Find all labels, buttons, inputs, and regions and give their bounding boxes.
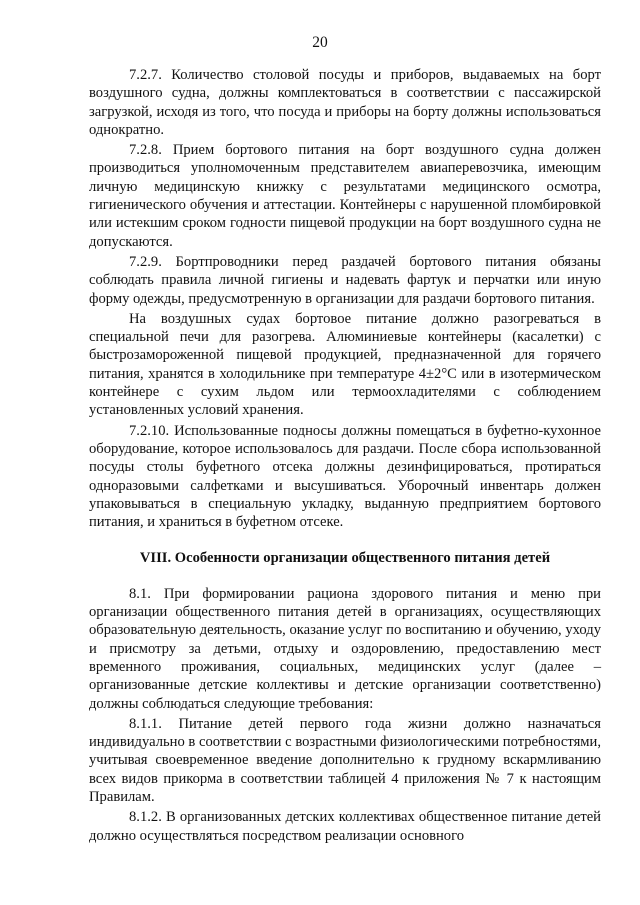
paragraph-8-1-1: 8.1.1. Питание детей первого года жизни должно назначаться индивидуально в соответствии с возрастными физиологическими потребностями, учитывая своевременное введение дополнительно к грудному вскармливанию всех видов прикорма в соответствии таблицей 4 приложения № 7 к настоящим Правилам.: [89, 715, 601, 805]
paragraph-7-2-8: 7.2.8. Прием бортового питания на борт воздушного судна должен производиться уполномоченным представителем авиаперевозчика, имеющим личную медицинскую книжку с результатами медицинского осмотра, гигиенического обучения и аттестации. Контейнеры с нарушенной пломбировкой или истекшим сроком годности пищевой продукции на борт воздушного судна не допускаются.: [89, 142, 601, 250]
page-number: 20: [312, 34, 328, 51]
paragraph-8-1: 8.1. При формировании рациона здорового питания и меню при организации общественного питания детей в организациях, осуществляющих образовательную деятельность, оказание услуг по воспитанию и обучению, уходу и присмотру за детьми, отдыху и оздоровлению, предоставлению мест временного проживания, социальных, медицинских услуг (далее – организованные детские коллективы и детские организации соответственно) должны соблюдаться следующие требования:: [89, 585, 601, 712]
paragraph-7-2-9: 7.2.9. Бортпроводники перед раздачей бортового питания обязаны соблюдать правила личной гигиены и надевать фартук и перчатки или иную форму одежды, предусмотренную в организации для раздачи бортового питания.: [89, 253, 601, 307]
paragraph-7-2-7: 7.2.7. Количество столовой посуды и приборов, выдаваемых на борт воздушного судна, должны комплектоваться в соответствии с пассажирской загрузкой, исходя из того, что посуда и приборы на борту должны использоваться однократно.: [89, 67, 601, 138]
section-heading: VIII. Особенности организации общественного питания детей: [139, 550, 551, 567]
document-body: [89, 66, 601, 847]
paragraph-7-2-10: 7.2.10. Использованные подносы должны помещаться в буфетно-кухонное оборудование, которое использовалось для раздачи. После сбора использованной посуды столы буфетного отсека должны дезинфицироваться, протираться одноразовыми салфетками и высушиваться. Уборочный инвентарь должен упаковываться в специальную укладку, выданную предприятием бортового питания, и храниться в буфетном отсеке.: [89, 422, 601, 531]
paragraph-8-1-2: 8.1.2. В организованных детских коллективах общественное питание детей должно осуществляться посредством реализации основного: [89, 809, 601, 844]
paragraph-onboard-heating: На воздушных судах бортовое питание должно разогреваться в специальной печи для разогрева. Алюминиевые контейнеры (касалетки) с быстрозамороженной пищевой продукцией, предназначенной для горячего питания, хранятся в холодильнике при температуре 4±2°С или в изотермическом контейнере с сухим льдом или термоохладителями с соблюдением установленных условий хранения.: [89, 310, 601, 419]
